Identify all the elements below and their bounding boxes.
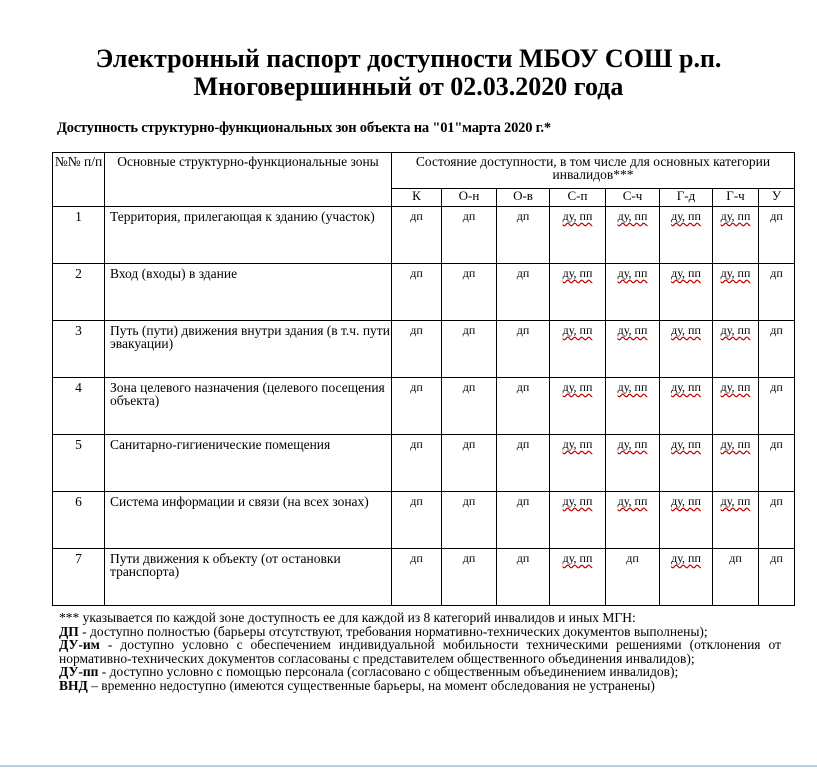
footnote-label: ДУ-им [59, 637, 100, 652]
header-zone: Основные структурно-функциональные зоны [105, 153, 392, 207]
status-value: дп [462, 551, 476, 565]
status-value: ду, пп [562, 323, 593, 337]
row-number: 6 [53, 492, 105, 549]
status-cell [606, 264, 660, 321]
status-cell [759, 492, 795, 549]
status-cell [660, 492, 713, 549]
status-cell [759, 321, 795, 378]
status-cell [392, 549, 442, 606]
status-value: ду, пп [720, 494, 751, 508]
footnote-text: - доступно условно с обеспечением индивидуальной мобильности техническими решениями (отклонения от нормативно-технических документов согласованы с представителем общественного объединения инвалидов); [59, 637, 781, 666]
row-number: 7 [53, 549, 105, 606]
footnote-text: – временно недоступно (имеются существенные барьеры, на момент обследования не устранены) [87, 677, 655, 693]
status-cell [550, 207, 606, 264]
status-cell [442, 549, 497, 606]
title-line-1: Электронный паспорт доступности МБОУ СОШ р.п. [95, 44, 722, 73]
status-value: дп [770, 380, 783, 394]
footnote-vnd [59, 679, 781, 693]
footnote-text: - доступно условно с помощью персонала (согласовано с общественным объединением инвалидов); [98, 664, 679, 679]
status-cell [392, 378, 442, 435]
status-cell [550, 492, 606, 549]
footnote-du-pp [59, 665, 781, 679]
status-cell [392, 492, 442, 549]
status-cell [759, 549, 795, 606]
status-cell [392, 264, 442, 321]
status-cell [442, 264, 497, 321]
status-value: ду, пп [720, 323, 751, 337]
status-cell [606, 549, 660, 606]
status-value: ду, пп [562, 266, 593, 280]
table-body [53, 207, 795, 606]
status-cell [713, 378, 759, 435]
status-cell [606, 207, 660, 264]
category-header: О-н [442, 189, 497, 207]
status-cell [497, 264, 550, 321]
status-cell [392, 435, 442, 492]
status-value: дп [516, 209, 530, 223]
status-cell [442, 321, 497, 378]
status-value: ду, пп [671, 209, 701, 223]
category-header: С-ч [606, 189, 660, 207]
status-value: дп [770, 494, 783, 508]
status-value: ду, пп [617, 323, 648, 337]
status-cell [660, 264, 713, 321]
status-value: дп [770, 323, 783, 337]
row-number: 4 [53, 378, 105, 435]
status-value: ду, пп [617, 209, 648, 223]
status-value: дп [770, 266, 783, 280]
status-value: дп [516, 380, 530, 394]
status-value: ду, пп [671, 323, 701, 337]
status-value: дп [462, 494, 476, 508]
status-cell [660, 321, 713, 378]
status-value: ду, пп [617, 266, 648, 280]
row-zone-name: Санитарно-гигиенические помещения [105, 435, 392, 492]
status-value: дп [462, 380, 476, 394]
status-value: ду, пп [671, 551, 701, 565]
footnote-label: ДП [59, 623, 79, 639]
row-zone-name: Пути движения к объекту (от остановки транспорта) [105, 549, 392, 606]
row-zone-name: Система информации и связи (на всех зонах) [105, 492, 392, 549]
status-cell [392, 207, 442, 264]
status-value: ду, пп [562, 209, 593, 223]
status-cell [550, 378, 606, 435]
status-cell [713, 492, 759, 549]
status-cell [606, 378, 660, 435]
status-value: ду, пп [617, 437, 648, 451]
status-cell [606, 492, 660, 549]
status-value: ду, пп [671, 494, 701, 508]
category-header: У [759, 189, 795, 207]
status-cell [497, 492, 550, 549]
status-value: дп [410, 494, 423, 508]
status-value: дп [770, 209, 783, 223]
table-row [53, 321, 795, 378]
category-header: О-в [497, 189, 550, 207]
title-line-2: Многовершинный от 02.03.2020 года [193, 72, 624, 101]
status-value: дп [410, 209, 423, 223]
status-value: дп [516, 437, 530, 451]
page-bottom-divider [0, 765, 817, 767]
status-value: ду, пп [562, 437, 593, 451]
table-row [53, 207, 795, 264]
status-cell [713, 435, 759, 492]
status-cell [550, 549, 606, 606]
status-cell [660, 207, 713, 264]
status-cell [550, 264, 606, 321]
table-caption: Доступность структурно-функциональных зон объекта на "01"марта 2020 г.* [57, 120, 551, 136]
table-row [53, 492, 795, 549]
row-number: 2 [53, 264, 105, 321]
accessibility-table [52, 152, 795, 606]
footnote-text: - доступно полностью (барьеры отсутствуют, требования нормативно-технических документов выполнены); [78, 623, 708, 639]
footnote-intro: *** указывается по каждой зоне доступность ее для каждой из 8 категорий инвалидов и иных МГН: [59, 610, 636, 625]
status-value: дп [770, 437, 783, 451]
status-value: дп [410, 323, 423, 337]
status-value: дп [410, 551, 423, 565]
row-zone-name: Зона целевого назначения (целевого посещения объекта) [105, 378, 392, 435]
row-zone-name: Вход (входы) в здание [105, 264, 392, 321]
status-cell [713, 321, 759, 378]
category-header: Г-ч [713, 189, 759, 207]
footnote-label: ДУ-пп [59, 664, 99, 679]
status-value: дп [410, 437, 423, 451]
status-value: ду, пп [617, 380, 648, 394]
status-cell [660, 378, 713, 435]
status-value: дп [516, 551, 530, 565]
status-cell [606, 321, 660, 378]
status-cell [550, 321, 606, 378]
status-value: ду, пп [720, 437, 751, 451]
status-value: дп [516, 494, 530, 508]
status-value: ду, пп [720, 266, 751, 280]
table-row [53, 378, 795, 435]
category-header: С-п [550, 189, 606, 207]
row-number: 1 [53, 207, 105, 264]
status-value: ду, пп [720, 209, 751, 223]
status-cell [442, 435, 497, 492]
header-number: №№ п/п [53, 153, 105, 207]
status-value: ду, пп [617, 494, 648, 508]
status-value: дп [770, 551, 783, 565]
status-cell [713, 207, 759, 264]
status-cell [660, 435, 713, 492]
status-cell [442, 378, 497, 435]
status-value: ду, пп [671, 266, 701, 280]
status-cell [442, 207, 497, 264]
row-zone-name: Путь (пути) движения внутри здания (в т.ч. пути эвакуации) [105, 321, 392, 378]
table-row [53, 435, 795, 492]
row-number: 3 [53, 321, 105, 378]
status-cell [713, 264, 759, 321]
status-value: дп [626, 551, 639, 565]
status-value: дп [462, 266, 476, 280]
footnotes [59, 611, 781, 692]
category-header: К [392, 189, 442, 207]
document-title [0, 45, 817, 101]
status-cell [497, 549, 550, 606]
row-zone-name: Территория, прилегающая к зданию (участок) [105, 207, 392, 264]
status-value: дп [516, 323, 530, 337]
status-value: ду, пп [562, 551, 593, 565]
status-cell [497, 435, 550, 492]
status-cell [442, 492, 497, 549]
status-cell [497, 321, 550, 378]
status-value: дп [729, 551, 742, 565]
status-value: дп [462, 323, 476, 337]
status-value: ду, пп [671, 380, 701, 394]
status-cell [759, 378, 795, 435]
status-value: дп [410, 380, 423, 394]
status-cell [392, 321, 442, 378]
status-cell [497, 207, 550, 264]
status-cell [759, 207, 795, 264]
status-cell [759, 264, 795, 321]
status-value: ду, пп [562, 380, 593, 394]
header-state: Состояние доступности, в том числе для основных категории инвалидов*** [392, 153, 795, 189]
footnote-dp [59, 625, 781, 639]
footnote-du-im [59, 638, 781, 665]
status-value: дп [516, 266, 530, 280]
status-value: ду, пп [562, 494, 593, 508]
status-cell [606, 435, 660, 492]
status-cell [550, 435, 606, 492]
status-cell [759, 435, 795, 492]
footnote-label: ВНД [59, 677, 88, 693]
status-value: дп [410, 266, 423, 280]
status-value: ду, пп [720, 380, 751, 394]
category-header: Г-д [660, 189, 713, 207]
status-value: дп [462, 437, 476, 451]
table-row [53, 264, 795, 321]
row-number: 5 [53, 435, 105, 492]
status-cell [497, 378, 550, 435]
status-cell [660, 549, 713, 606]
table-row [53, 549, 795, 606]
status-value: дп [462, 209, 476, 223]
status-cell [713, 549, 759, 606]
status-value: ду, пп [671, 437, 701, 451]
